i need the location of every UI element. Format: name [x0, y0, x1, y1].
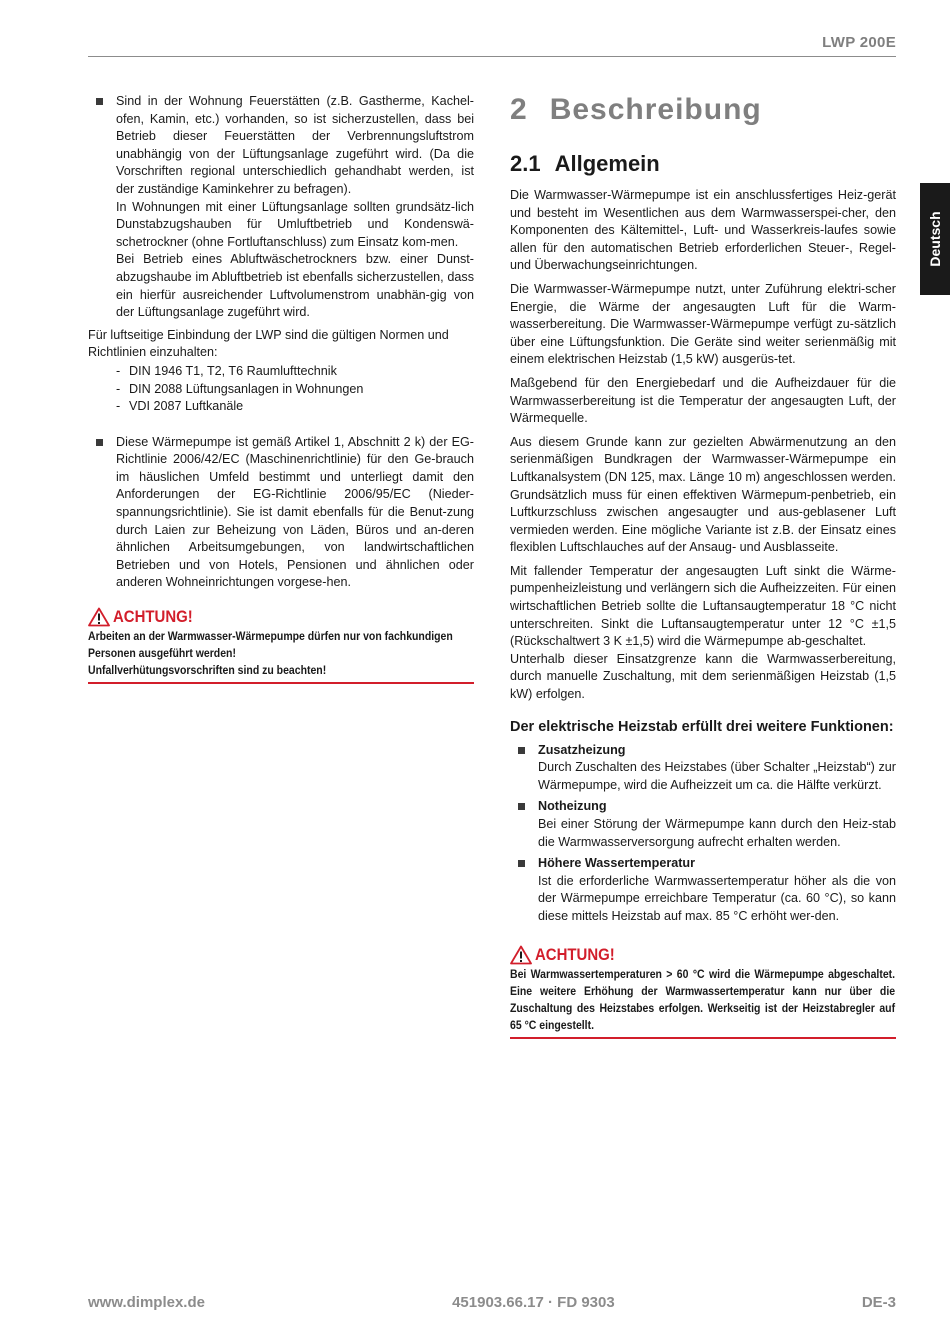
language-tab	[920, 183, 950, 295]
square-bullet-icon	[518, 860, 525, 867]
subheading: Der elektrische Heizstab erfüllt drei weitere Funktionen:	[510, 718, 894, 735]
header-divider	[88, 56, 896, 57]
body-text	[510, 187, 896, 704]
norm-text: DIN 2088 Lüftungsanlagen in Wohnungen	[129, 381, 364, 396]
warning-text: Unfallverhütungsvorschriften sind zu beachten!	[88, 663, 327, 678]
bullet-paragraph: Diese Wärmepumpe ist gemäß Artikel 1, Abschnitt 2 k) der EG-Richtlinie 2006/42/EC (Maschinenrichtlinie) für den Ge-brauch im häuslichen Umfeld bestimmt und unterliegt damit den Anforderungen der EG-Richtlinie 2006/95/EC (Nieder-spannungsrichtlinie). Sie ist damit ebenfalls für die Benut-zung durch Laien zur Beheizung von Läden, Büros und an-deren ähnlichen Arbeitsumgebungen, von landwirtschaftlichen Betrieben und von Hotels, Pensionen und ähnlichen oder anderen Wohneinrichtungen vorgese-hen.	[116, 434, 474, 590]
paragraph: Die Warmwasser-Wärmepumpe nutzt, unter Zuführung elektri-scher Energie, die Wärme der angesaugten Luft für die Warm-wasserbereitung. Die Warmwasser-Wärmepumpe verfügt zu-sätzlich über eine Lüftungsfunktion. Die Geräte sind weiter serienmäßig mit einem elektrischen Heizstab (1,5 kW) ausgerüs-tet.	[510, 281, 896, 367]
norm-item: - DIN 2088 Lüftungsanlagen in Wohnungen	[116, 381, 364, 396]
left-column	[88, 93, 474, 684]
list-item	[88, 93, 474, 322]
function-name: Höhere Wassertemperatur	[538, 856, 696, 871]
norms-list	[88, 363, 474, 416]
chapter-title: Beschreibung	[549, 93, 762, 126]
function-text: Durch Zuschalten des Heizstabes (über Schalter „Heizstab“) zur Wärmepumpe, wird die Aufheizzeit um ca. die Hälfte verkürzt.	[538, 760, 896, 792]
bullet-paragraph: Bei Betrieb eines Abluftwäschetrockners bzw. einer Dunst-abzugshaube im Abluftbetrieb ist ebenfalls sicherzustellen, dass ein hierfür ausreichender Luftvolumenstrom unabhän-gig von der Lüftungsanlage zugeführt wird.	[116, 252, 474, 320]
warning-box	[510, 944, 896, 1039]
chapter-number: 2	[510, 93, 528, 126]
list-item	[88, 434, 474, 592]
page-footer	[88, 1294, 896, 1311]
function-text: Ist die erforderliche Warmwassertemperatur höher als die von der Wärmepumpe erreichbare Temperatur (ca. 60 °C), so kann diese mittels Heizstab auf max. 85 °C erhöht wer-den.	[538, 873, 896, 923]
warning-title: ACHTUNG!	[535, 944, 615, 964]
square-bullet-icon	[518, 747, 525, 754]
list-item	[510, 742, 896, 795]
section-title: Allgemein	[554, 151, 660, 176]
square-bullet-icon	[518, 803, 525, 810]
paragraph: Unterhalb dieser Einsatzgrenze kann die Warmwasserbereitung, durch manuelle Zuschaltung, mit dem serienmäßigen Heizstab (1,5 kW) erfolgen.	[510, 651, 896, 702]
section-number: 2.1	[510, 151, 541, 176]
square-bullet-icon	[96, 439, 103, 446]
square-bullet-icon	[96, 98, 103, 105]
bullet-paragraph: Sind in der Wohnung Feuerstätten (z.B. Gastherme, Kachel-ofen, Kamin, etc.) vorhanden, so ist sicherzustellen, dass bei Betrieb dieser Feuerstätten der Verbrennungsluftstrom unabhängig von der Lüftungsanlage zugeführt wird. (Da die Vorschriften regional unterschiedlich gehandhabt werden, ist der zuständige Kaminkehrer zu befragen).	[116, 94, 474, 196]
norms-intro: Für luftseitige Einbindung der LWP sind die gültigen Normen und Richtlinien einzuhalten:	[88, 327, 449, 360]
warning-text: Arbeiten an der Warmwasser-Wärmepumpe dürfen nur von fachkundigen Personen ausgeführt werden!	[88, 629, 453, 661]
language-tab-label: Deutsch	[927, 211, 943, 267]
paragraph: Aus diesem Grunde kann zur gezielten Abwärmenutzung an den serienmäßigen Bundkragen der Warmwasser-Wärmepumpe ein Luftkanalsystem (DN 125, max. Länge 10 m) angeschlossen werden. Grundsätzlich muss für einen effektiven Wärmepum-penbetrieb, ein Luftkurzschluss zwischen angesaugter und aus-geblasener Luft vermieden werden. Eine mögliche Variante ist z.B. der Einsatz eines flexiblen Luftschlauches auf der Ansaug- und Ausblasseite.	[510, 434, 896, 555]
function-text: Bei einer Störung der Wärmepumpe kann durch den Heiz-stab die Warmwasserversorgung aufrecht erhalten werden.	[538, 817, 896, 849]
bullet-paragraph: In Wohnungen mit einer Lüftungsanlage sollten grundsätz-lich Dunstabzugshauben für Umluftbetrieb und Kondenswä-schetrockner (ohne Fortluftanschluss) zum Einsatz kom-men.	[116, 199, 474, 249]
paragraph: Mit fallender Temperatur der angesaugten Luft sinkt die Wärme-pumpenheizleistung und verlängern sich die Aufheizzeiten. Für einen wirtschaftlichen Betrieb sollte die Luftansaugtemperatur 18 °C nicht unterschreiten. Sinkt die Luftansaugtemperatur unter 12 °C ±1,5 (Rückschaltwert 3 K ±1,5) wird die Wärmepumpe ab-geschaltet.	[510, 563, 896, 649]
section-heading	[510, 152, 896, 176]
footer-page-number: DE-3	[861, 1294, 896, 1311]
paragraph: Maßgebend für den Energiebedarf und die Aufheizdauer für die Warmwasserbereitung ist die Temperatur der angesaugten Luft, der Wärmequelle.	[510, 375, 896, 426]
norm-item: - DIN 1946 T1, T2, T6 Raumlufttechnik	[116, 363, 337, 378]
right-column	[510, 93, 896, 1039]
warning-box	[88, 606, 474, 684]
norm-text: VDI 2087 Luftkanäle	[129, 399, 244, 414]
warning-triangle-icon	[510, 945, 532, 965]
list-item	[510, 855, 896, 925]
warning-title: ACHTUNG!	[113, 607, 193, 627]
function-name: Notheizung	[538, 799, 607, 814]
paragraph: Die Warmwasser-Wärmepumpe ist ein anschlussfertiges Heiz-gerät und besteht im Wesentlichen aus dem Warmwasserspei-cher, den Komponenten des Kältemittel-, Luft- und Wasserkreis-laufes sowie allen für den automatischen Betrieb erforderlichen Steuer-, Regel- und Überwachungseinrichtungen.	[510, 188, 896, 273]
warning-text: Bei Warmwassertemperaturen > 60 °C wird die Wärmepumpe abgeschaltet. Eine weitere Erhöhung der Warmwassertemperatur kann nur über die Zuschaltung des Heizstabes erfolgen. Werkseitig ist der Heizstabregler auf 65 °C eingestellt.	[510, 966, 896, 1032]
norm-item: - VDI 2087 Luftkanäle	[116, 399, 244, 414]
header-title: LWP 200E	[822, 34, 896, 51]
warning-triangle-icon	[88, 607, 110, 627]
footer-doc-number: 451903.66.17 · FD 9303	[452, 1294, 615, 1311]
norm-text: DIN 1946 T1, T2, T6 Raumlufttechnik	[129, 363, 337, 378]
function-name: Zusatzheizung	[538, 742, 626, 757]
list-item	[510, 798, 896, 851]
footer-website: www.dimplex.de	[88, 1294, 205, 1311]
chapter-heading	[510, 95, 896, 125]
